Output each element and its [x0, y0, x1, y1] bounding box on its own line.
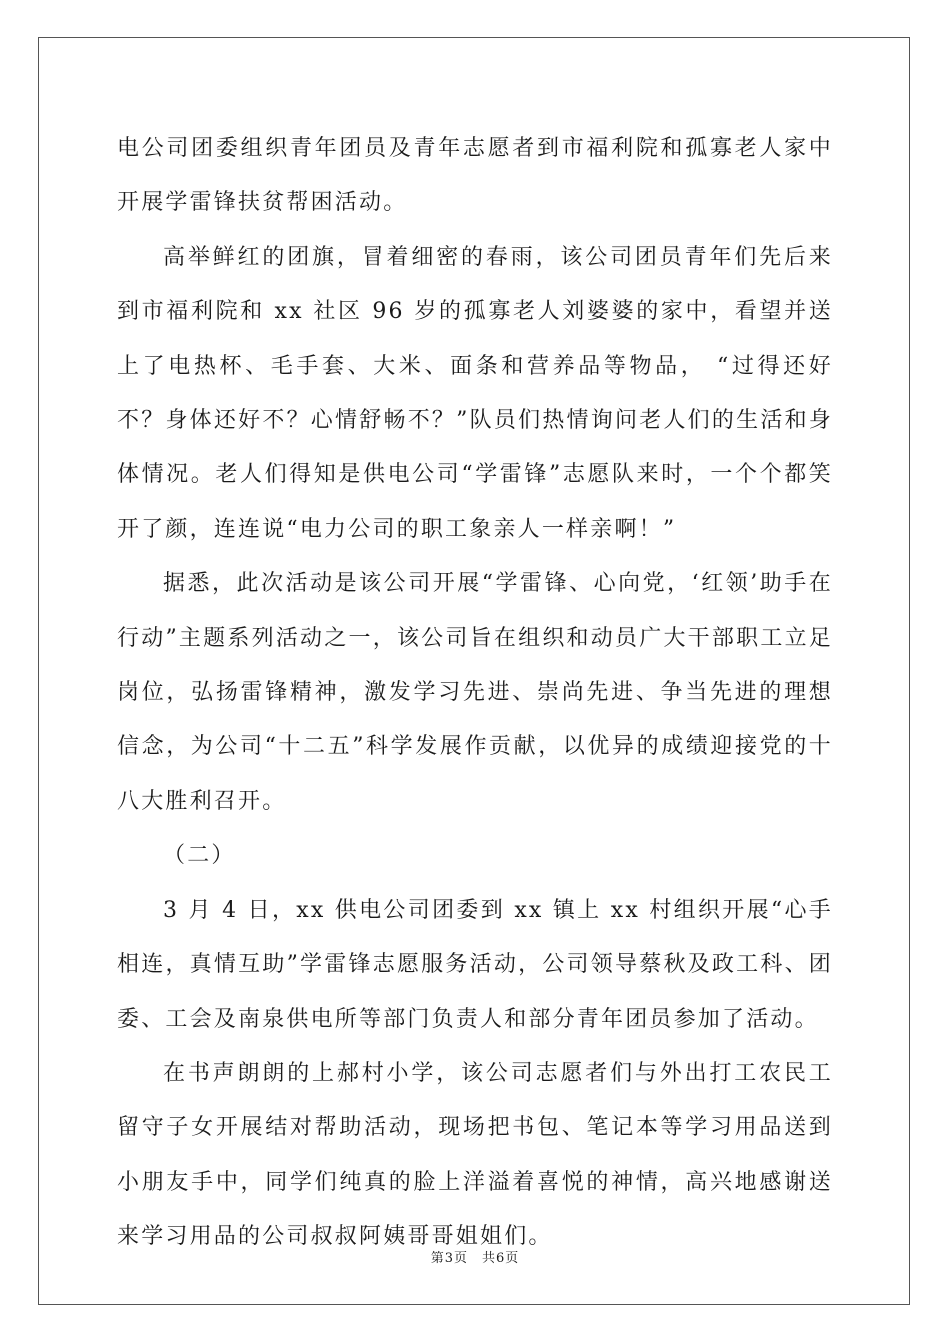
paragraph-visit: 高举鲜红的团旗，冒着细密的春雨，该公司团员青年们先后来到市福利院和 xx 社区 96 岁的孤寡老人刘婆婆的家中，看望并送上了电热杯、毛手套、大米、面条和营养品等物品， “过得还好不？身体还好不？心情舒畅不？”队员们热情询问老人们的生活和身体情况。老人们得知是供电公司“学雷锋”志愿队来时，一个个都笑开了颜，连连说“电力公司的职工象亲人一样亲啊！” [117, 244, 833, 542]
page-number-footer: 第3页 共6页 [430, 1251, 520, 1266]
paragraph-march4: 3 月 4 日，xx 供电公司团委到 xx 镇上 xx 村组织开展“心手相连，真情互助”学雷锋志愿服务活动，公司领导蔡秋及政工科、团委、工会及南泉供电所等部门负责人和部分青年团员参加了活动。 [117, 897, 833, 1032]
section-heading: （二） [163, 843, 236, 869]
paragraph-school: 在书声朗朗的上郝村小学，该公司志愿者们与外出打工农民工留守子女开展结对帮助活动，现场把书包、笔记本等学习用品送到小朋友手中，同学们纯真的脸上洋溢着喜悦的神情，高兴地感谢送来学习用品的公司叔叔阿姨哥哥姐姐们。 [117, 1060, 833, 1250]
document-body [117, 122, 833, 1265]
paragraph-continuation: 电公司团委组织青年团员及青年志愿者到市福利院和孤寡老人家中开展学雷锋扶贫帮困活动。 [117, 136, 833, 216]
paragraph-purpose: 据悉，此次活动是该公司开展“学雷锋、心向党，‘红领’助手在行动”主题系列活动之一，该公司旨在组织和动员广大干部职工立足岗位，弘扬雷锋精神，激发学习先进、崇尚先进、争当先进的理想信念，为公司“十二五”科学发展作贡献，以优异的成绩迎接党的十八大胜利召开。 [117, 571, 833, 814]
